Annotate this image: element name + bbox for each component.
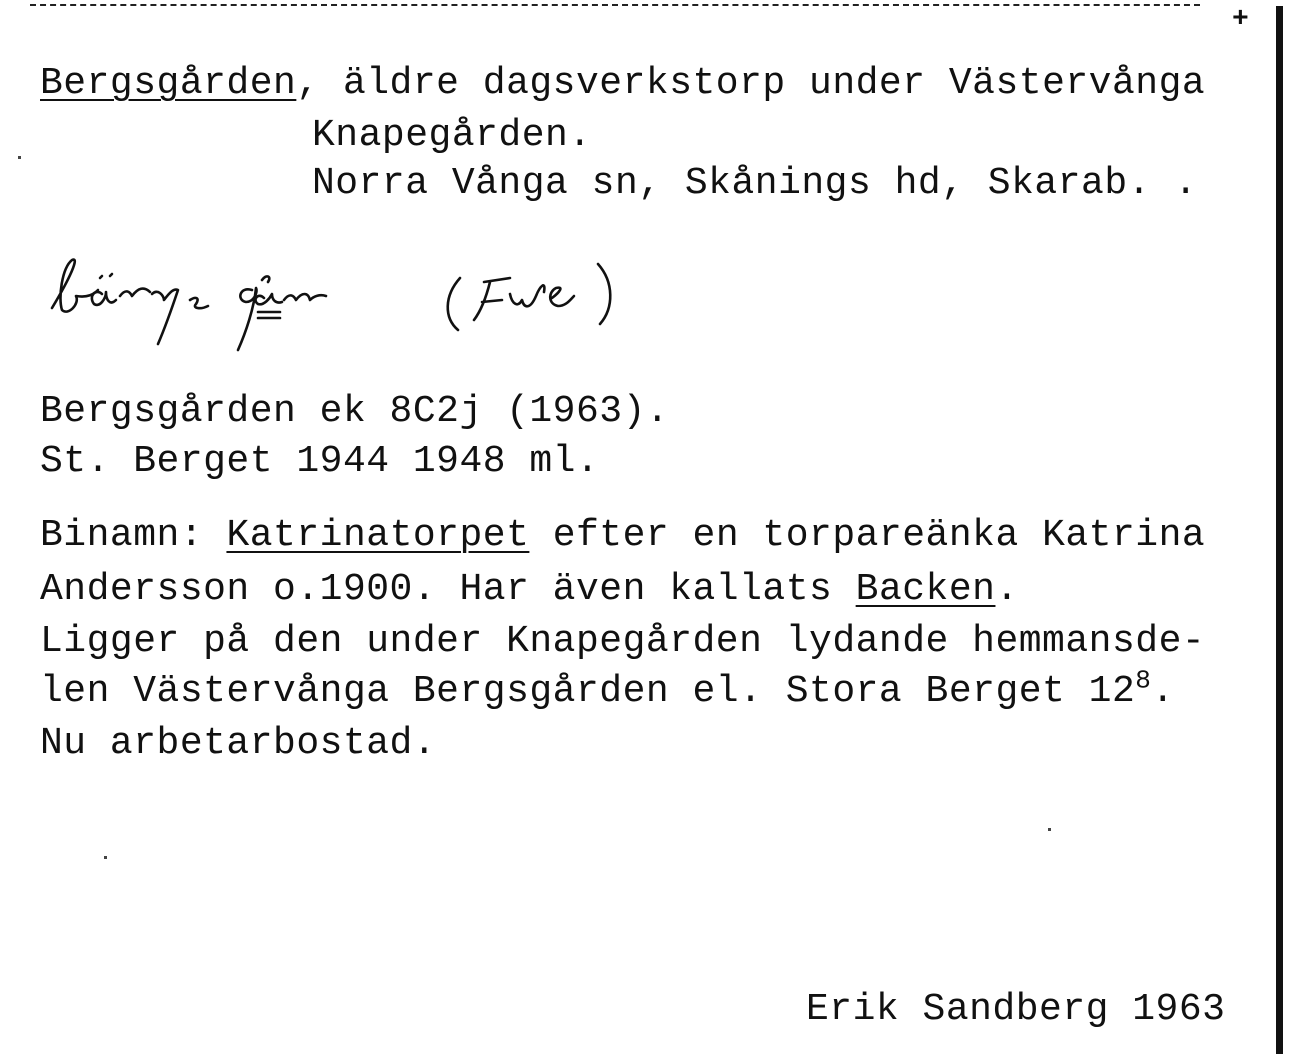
corner-plus-mark: + xyxy=(1232,4,1249,35)
binamn-line2-start: Andersson o.1900. Har även kallats xyxy=(40,568,856,611)
binamn-line2-end: . xyxy=(995,568,1019,611)
scan-speck xyxy=(104,856,107,859)
binamn-line xyxy=(40,514,1205,558)
body-line-4-superscript: 8 xyxy=(1135,665,1152,696)
signature: Erik Sandberg 1963 xyxy=(806,988,1226,1031)
parish-line: Norra Vånga sn, Skånings hd, Skarab. . xyxy=(312,162,1198,205)
handwritten-pronunciation xyxy=(40,238,660,358)
body-line-4 xyxy=(40,665,1175,714)
top-edge-rule xyxy=(30,4,1200,6)
body-line-5: Nu arbetarbostad. xyxy=(40,722,437,765)
right-edge-bar xyxy=(1276,6,1283,1054)
body-line-4-end: . xyxy=(1151,670,1175,713)
body-line-3: Ligger på den under Knapegården lydande hemmansde- xyxy=(40,620,1206,663)
reference-line-1: Bergsgården ek 8C2j (1963). xyxy=(40,390,670,433)
reference-line-2: St. Berget 1944 1948 ml. xyxy=(40,440,600,483)
body-line-4-main: len Västervånga Bergsgården el. Stora Berget 12 xyxy=(40,670,1136,713)
parent-farm-line: Knapegården. xyxy=(312,114,592,157)
place-name: Bergsgården xyxy=(40,62,297,105)
binamn-label: Binamn: xyxy=(40,514,227,557)
scan-speck xyxy=(18,156,21,159)
heading-line xyxy=(40,62,1205,106)
binamn-line-2 xyxy=(40,568,1019,612)
scan-speck xyxy=(1048,828,1051,831)
binamn-text: efter en torpareänka Katrina xyxy=(529,514,1206,557)
alt-name-backen: Backen xyxy=(855,568,996,611)
heading-description: , äldre dagsverkstorp under Västervånga xyxy=(296,62,1206,105)
alt-name-katrinatorpet: Katrinatorpet xyxy=(226,514,530,557)
